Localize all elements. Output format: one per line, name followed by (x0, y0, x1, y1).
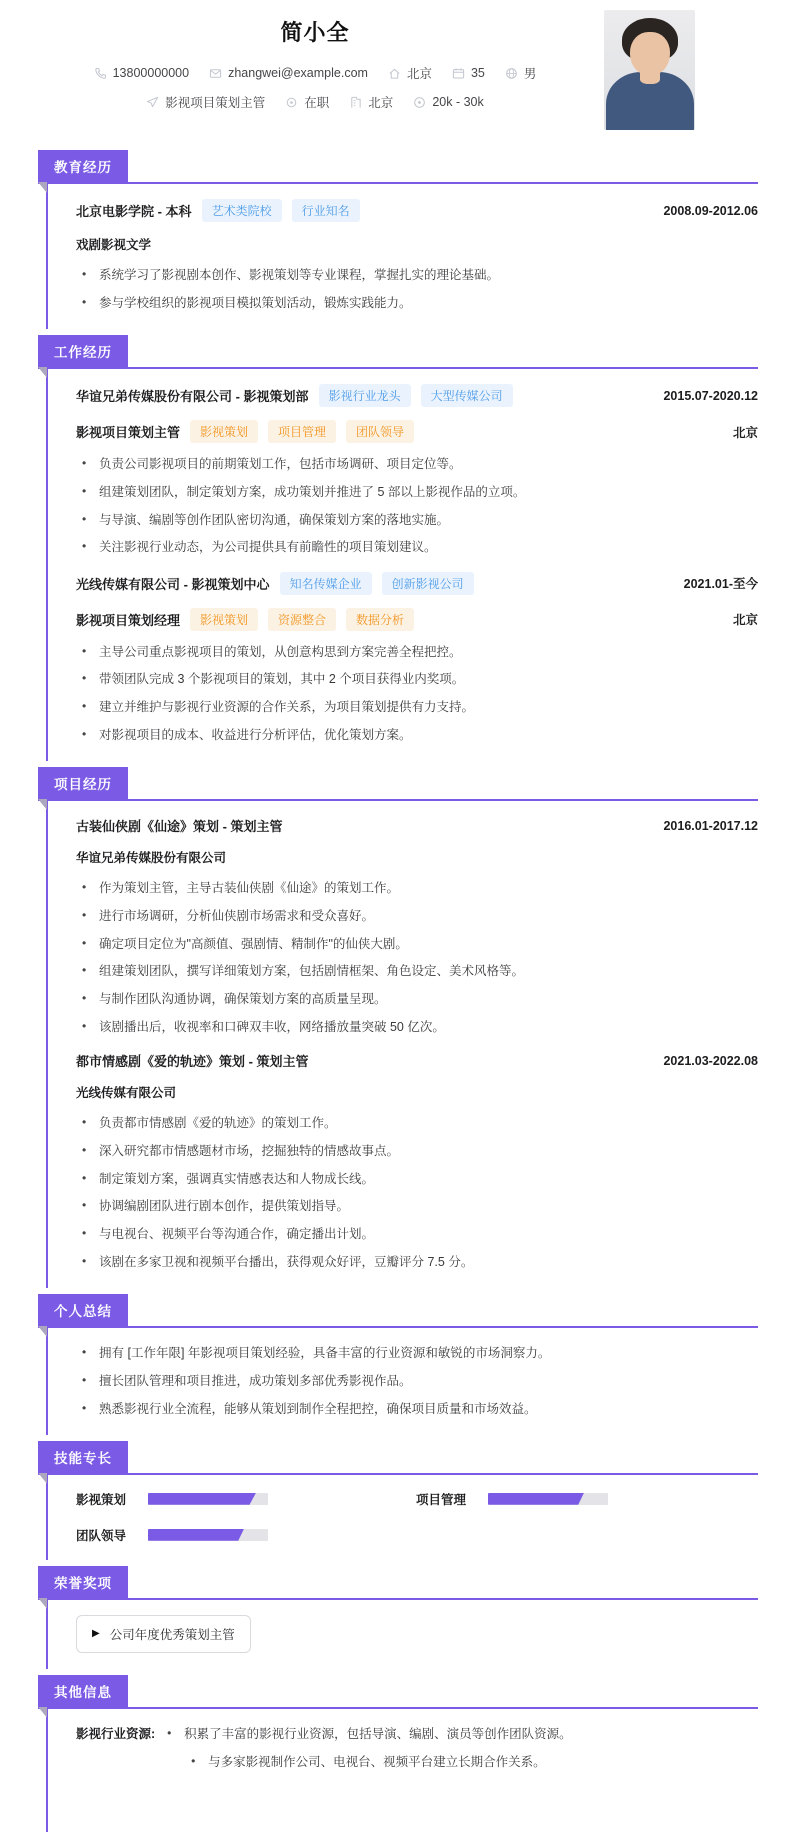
skill-bar-track (148, 1529, 268, 1541)
contact-row-1 (0, 64, 630, 82)
section-title-badge: 教育经历 (38, 150, 128, 182)
school-name: 北京电影学院 - 本科 (76, 204, 192, 219)
bullet-item: • 与导演、编剧等创作团队密切沟通，确保策划方案的落地实施。 (82, 512, 758, 528)
contact-salary-text: 20k - 30k (432, 95, 484, 109)
section-honors (38, 1566, 758, 1669)
bullet-item: • 组建策划团队，撰写详细策划方案，包括剧情框架、角色设定、美术风格等。 (82, 963, 758, 979)
profile-photo (604, 10, 695, 130)
section-skills (38, 1441, 758, 1560)
company-tag: 影视行业龙头 (319, 384, 411, 407)
contact-phone (94, 66, 189, 80)
section-title-badge: 项目经历 (38, 767, 128, 799)
skill-item (76, 1526, 376, 1544)
contact-row-2 (0, 93, 630, 111)
candidate-name: 简小全 (280, 20, 350, 45)
bullet-item: • 组建策划团队，制定策划方案，成功策划并推进了 5 部以上影视作品的立项。 (82, 484, 758, 500)
phone-icon (94, 67, 107, 80)
section-title-badge: 荣誉奖项 (38, 1566, 128, 1598)
project-name: 古装仙侠剧《仙途》策划 - 策划主管 (76, 819, 283, 834)
mail-icon (209, 67, 222, 80)
project-date: 2021.03-2022.08 (663, 1053, 758, 1068)
contact-age-text: 35 (470, 66, 485, 80)
status-icon (285, 96, 298, 109)
skill-item (416, 1490, 716, 1508)
section-other-head (38, 1675, 758, 1709)
bullet-item: • 与多家影视制作公司、电视台、视频平台建立长期合作关系。 (191, 1754, 758, 1770)
ribbon-fold (38, 1598, 47, 1609)
skill-bar-fill (148, 1529, 244, 1541)
project-name: 都市情感剧《爱的轨迹》策划 - 策划主管 (76, 1054, 309, 1069)
contact-work-city-text: 北京 (368, 96, 394, 110)
header-text (0, 16, 630, 111)
company-name: 光线传媒有限公司 - 影视策划中心 (76, 576, 270, 592)
project-company: 光线传媒有限公司 (76, 1086, 177, 1100)
contact-phone-text: 13800000000 (112, 66, 190, 80)
section-education-head (38, 150, 758, 184)
bullet-item: • 积累了丰富的影视行业资源，包括导演、编剧、演员等创作团队资源。 (167, 1726, 758, 1742)
skill-item (76, 1490, 376, 1508)
summary-bullets (82, 1345, 758, 1417)
work-bullets (82, 644, 758, 744)
resume-header (0, 0, 794, 150)
contact-work-city (349, 93, 393, 111)
school-tag: 行业知名 (292, 199, 360, 222)
position-icon (146, 96, 159, 109)
section-education (38, 150, 758, 329)
contact-gender (505, 64, 537, 82)
photo-collar (640, 72, 660, 84)
bullet-item: • 确定项目定位为"高颜值、强剧情、精制作"的仙侠大剧。 (82, 936, 758, 952)
bullet-item: • 作为策划主管，主导古装仙侠剧《仙途》的策划工作。 (82, 880, 758, 896)
bullet-item: • 建立并维护与影视行业资源的合作关系，为项目策划提供有力支持。 (82, 699, 758, 715)
major-name: 戏剧影视文学 (76, 238, 152, 252)
age-icon (452, 67, 465, 80)
work-date: 2015.07-2020.12 (663, 388, 758, 403)
skill-bar-fill (488, 1493, 584, 1505)
section-other (38, 1675, 758, 1832)
bullet-item: • 制定策划方案，强调真实情感表达和人物成长线。 (82, 1171, 758, 1187)
section-projects (38, 767, 758, 1288)
city-icon (349, 96, 362, 109)
section-title-badge: 工作经历 (38, 335, 128, 367)
bullet-item: • 与制作团队沟通协调，确保策划方案的高质量呈现。 (82, 991, 758, 1007)
section-skills-body (46, 1475, 758, 1560)
skill-bar-track (148, 1493, 268, 1505)
bullet-item: • 参与学校组织的影视项目模拟策划活动，锻炼实践能力。 (82, 295, 758, 311)
section-other-body (46, 1709, 758, 1832)
section-honors-head (38, 1566, 758, 1600)
contact-status (285, 93, 329, 111)
section-summary (38, 1294, 758, 1435)
ribbon-fold (38, 799, 47, 810)
contact-age (452, 66, 485, 80)
work-bullets (82, 456, 758, 556)
project-bullets (82, 1115, 758, 1270)
contact-position (146, 93, 265, 111)
photo-face (630, 32, 670, 76)
section-projects-body (46, 801, 758, 1288)
bullet-item: • 该剧播出后，收视率和口碑双丰收，网络播放量突破 50 亿次。 (82, 1019, 758, 1035)
bullet-item: • 协调编剧团队进行剧本创作，提供策划指导。 (82, 1198, 758, 1214)
section-education-body (46, 184, 758, 329)
education-date: 2008.09-2012.06 (663, 203, 758, 218)
role-tag: 项目管理 (268, 420, 336, 443)
section-summary-body (46, 1328, 758, 1435)
section-title-badge: 个人总结 (38, 1294, 128, 1326)
bullet-item: • 该剧在多家卫视和视频平台播出，获得观众好评，豆瓣评分 7.5 分。 (82, 1254, 758, 1270)
honor-chip (76, 1615, 251, 1653)
bullet-item: • 对影视项目的成本、收益进行分析评估，优化策划方案。 (82, 727, 758, 743)
home-icon (388, 67, 401, 80)
bullet-item: • 负责都市情感剧《爱的轨迹》的策划工作。 (82, 1115, 758, 1131)
contact-email-text: zhangwei@example.com (228, 66, 368, 80)
bullet-item: • 系统学习了影视剧本创作、影视策划等专业课程，掌握扎实的理论基础。 (82, 267, 758, 283)
skill-name: 团队领导 (76, 1528, 127, 1543)
project-company: 华谊兄弟传媒股份有限公司 (76, 851, 227, 865)
bullet-item: • 擅长团队管理和项目推进，成功策划多部优秀影视作品。 (82, 1373, 758, 1389)
section-skills-head (38, 1441, 758, 1475)
section-work-head (38, 335, 758, 369)
salary-icon (413, 96, 426, 109)
other-info-label: 影视行业资源: (76, 1726, 156, 1741)
ribbon-fold (38, 1326, 47, 1337)
skill-bar-fill (148, 1493, 256, 1505)
skill-name: 项目管理 (416, 1492, 467, 1507)
section-summary-head (38, 1294, 758, 1328)
contact-salary (413, 95, 483, 109)
company-tag: 创新影视公司 (382, 572, 474, 595)
play-triangle-icon: ▶ (92, 1627, 100, 1639)
bullet-item: • 深入研究都市情感题材市场，挖掘独特的情感故事点。 (82, 1143, 758, 1159)
role-tag: 资源整合 (268, 608, 336, 631)
company-tag: 大型传媒公司 (421, 384, 513, 407)
school-tag: 艺术类院校 (202, 199, 282, 222)
contact-email (209, 66, 368, 80)
company-name: 华谊兄弟传媒股份有限公司 - 影视策划部 (76, 389, 309, 404)
role-name: 影视项目策划经理 (76, 612, 181, 628)
other-info-bullets (167, 1726, 758, 1770)
skills-grid (76, 1490, 716, 1544)
skill-bar-track (488, 1493, 608, 1505)
project-bullets (82, 880, 758, 1035)
bullet-item: • 与电视台、视频平台等沟通合作，确定播出计划。 (82, 1226, 758, 1242)
section-work-body (46, 369, 758, 761)
role-tag: 影视策划 (190, 420, 258, 443)
honor-text: 公司年度优秀策划主管 (109, 1627, 235, 1642)
other-info-row (76, 1724, 758, 1772)
role-name: 影视项目策划主管 (76, 425, 181, 440)
ribbon-fold (38, 1707, 47, 1718)
section-honors-body (46, 1600, 758, 1669)
work-location: 北京 (732, 425, 758, 440)
company-tag: 知名传媒企业 (280, 572, 372, 595)
project-date: 2016.01-2017.12 (663, 818, 758, 833)
bullet-item: • 进行市场调研，分析仙侠剧市场需求和受众喜好。 (82, 908, 758, 924)
role-tag: 数据分析 (346, 608, 414, 631)
skill-name: 影视策划 (76, 1492, 127, 1507)
bullet-item: • 带领团队完成 3 个影视项目的策划，其中 2 个项目获得业内奖项。 (82, 671, 758, 687)
role-tag: 团队领导 (346, 420, 414, 443)
contact-home-city-text: 北京 (406, 67, 432, 81)
section-title-badge: 其他信息 (38, 1675, 128, 1707)
gender-icon (505, 67, 518, 80)
work-date: 2021.01-至今 (683, 577, 758, 591)
role-tag: 影视策划 (190, 608, 258, 631)
contact-home-city (388, 64, 432, 82)
work-location: 北京 (732, 613, 758, 627)
education-bullets (82, 267, 758, 311)
bullet-item: • 拥有 [工作年限] 年影视项目策划经验，具备丰富的行业资源和敏锐的市场洞察力。 (82, 1345, 758, 1361)
section-projects-head (38, 767, 758, 801)
ribbon-fold (38, 1473, 47, 1484)
bullet-item: • 负责公司影视项目的前期策划工作，包括市场调研、项目定位等。 (82, 456, 758, 472)
section-title-badge: 技能专长 (38, 1441, 128, 1473)
contact-gender-text: 男 (523, 67, 537, 81)
bullet-item: • 熟悉影视行业全流程，能够从策划到制作全程把控，确保项目质量和市场效益。 (82, 1401, 758, 1417)
contact-position-text: 影视项目策划主管 (165, 96, 266, 110)
bullet-item: • 主导公司重点影视项目的策划，从创意构思到方案完善全程把控。 (82, 644, 758, 660)
bullet-item: • 关注影视行业动态，为公司提供具有前瞻性的项目策划建议。 (82, 539, 758, 555)
contact-status-text: 在职 (304, 96, 330, 110)
section-work (38, 335, 758, 761)
